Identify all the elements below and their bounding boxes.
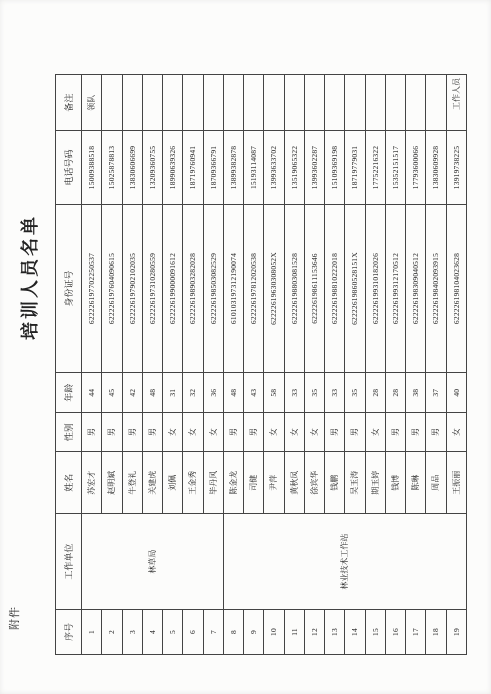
row-index: 10 — [264, 609, 284, 654]
person-age: 45 — [102, 373, 122, 412]
person-name: 王金秀 — [183, 452, 203, 514]
person-note — [122, 75, 142, 131]
table-row — [82, 75, 102, 655]
person-age: 37 — [426, 373, 446, 412]
row-index: 17 — [406, 609, 426, 654]
header-gender: 性别 — [56, 412, 82, 451]
person-note — [385, 75, 405, 131]
person-gender: 男 — [426, 412, 446, 451]
person-phone: 13899382878 — [223, 131, 243, 204]
row-index: 12 — [304, 609, 324, 654]
person-note — [264, 75, 284, 131]
person-gender: 男 — [142, 412, 162, 451]
person-age: 31 — [163, 373, 183, 412]
person-age: 48 — [142, 373, 162, 412]
row-index: 16 — [385, 609, 405, 654]
unit-cell: 林业技术工作站 — [223, 514, 466, 610]
person-name: 尹萍 — [264, 452, 284, 514]
header-index: 序号 — [56, 609, 82, 654]
person-name: 牛登礼 — [122, 452, 142, 514]
person-age: 44 — [82, 373, 102, 412]
person-name: 刘佩 — [163, 452, 183, 514]
person-name: 赵明斌 — [102, 452, 122, 514]
person-id-number: 62222619860528151X — [345, 204, 365, 373]
person-phone: 13830609928 — [426, 131, 446, 204]
person-gender: 男 — [345, 412, 365, 451]
person-gender: 男 — [244, 412, 264, 451]
person-id-number: 622226198611153646 — [304, 204, 324, 373]
person-phone: 13519065322 — [284, 131, 304, 204]
person-name: 毕丹风 — [203, 452, 223, 514]
person-name: 陈琳 — [406, 452, 426, 514]
person-age: 28 — [365, 373, 385, 412]
header-age: 年龄 — [56, 373, 82, 412]
person-gender: 男 — [82, 412, 102, 451]
person-id-number: 622226198903282028 — [183, 204, 203, 373]
person-phone: 17793600066 — [406, 131, 426, 204]
person-gender: 女 — [365, 412, 385, 451]
person-gender: 女 — [183, 412, 203, 451]
roster-table — [55, 74, 467, 655]
person-age: 40 — [446, 373, 467, 412]
person-age: 48 — [223, 373, 243, 412]
person-gender: 女 — [446, 412, 467, 451]
document-title: 培训人员名单 — [20, 214, 41, 340]
person-note — [365, 75, 385, 131]
person-gender: 男 — [223, 412, 243, 451]
person-name: 王振丽 — [446, 452, 467, 514]
header-note: 备注 — [56, 75, 82, 131]
row-index: 5 — [163, 609, 183, 654]
person-phone: 18719779031 — [345, 131, 365, 204]
person-phone: 18990639326 — [163, 131, 183, 204]
person-phone: 15352151517 — [385, 131, 405, 204]
person-id-number: 622226198309040512 — [406, 204, 426, 373]
person-phone: 13830606699 — [122, 131, 142, 204]
person-note — [223, 75, 243, 131]
person-note — [244, 75, 264, 131]
roster-table-container — [55, 74, 467, 655]
person-id-number: 622226199000091612 — [163, 204, 183, 373]
person-note — [345, 75, 365, 131]
person-name: 钱博 — [385, 452, 405, 514]
person-phone: 15025878813 — [102, 131, 122, 204]
row-index: 2 — [102, 609, 122, 654]
person-gender: 女 — [163, 412, 183, 451]
person-id-number: 622226197604090615 — [102, 204, 122, 373]
person-phone: 13993602287 — [304, 131, 324, 204]
person-age: 32 — [183, 373, 203, 412]
person-gender: 女 — [284, 412, 304, 451]
person-id-number: 622226197902102035 — [122, 204, 142, 373]
row-index: 18 — [426, 609, 446, 654]
person-phone: 15109369198 — [325, 131, 345, 204]
person-note — [203, 75, 223, 131]
row-index: 3 — [122, 609, 142, 654]
person-note — [284, 75, 304, 131]
person-name: 苏宏才 — [82, 452, 102, 514]
person-age: 38 — [406, 373, 426, 412]
person-name: 周品 — [426, 452, 446, 514]
person-phone: 17752216322 — [365, 131, 385, 204]
person-phone: 15193114087 — [244, 131, 264, 204]
row-index: 13 — [325, 609, 345, 654]
person-phone: 13993633702 — [264, 131, 284, 204]
person-id-number: 622226198810222018 — [325, 204, 345, 373]
person-id-number: 622226198402093915 — [426, 204, 446, 373]
person-id-number: 622226197310280559 — [142, 204, 162, 373]
person-note — [426, 75, 446, 131]
unit-cell: 林草局 — [82, 514, 224, 610]
person-phone: 13209360755 — [142, 131, 162, 204]
person-age: 28 — [385, 373, 405, 412]
row-index: 7 — [203, 609, 223, 654]
person-note: 工作人员 — [446, 75, 467, 131]
person-id-number: 622226198803081528 — [284, 204, 304, 373]
person-phone: 13919738225 — [446, 131, 467, 204]
person-age: 33 — [284, 373, 304, 412]
person-id-number: 622226198104023628 — [446, 204, 467, 373]
row-index: 6 — [183, 609, 203, 654]
person-note: 领队 — [82, 75, 102, 131]
row-index: 4 — [142, 609, 162, 654]
row-index: 8 — [223, 609, 243, 654]
person-note — [142, 75, 162, 131]
person-phone: 18709366791 — [203, 131, 223, 204]
person-id-number: 622226197812020538 — [244, 204, 264, 373]
person-note — [183, 75, 203, 131]
person-gender: 女 — [203, 412, 223, 451]
person-note — [102, 75, 122, 131]
person-gender: 男 — [122, 412, 142, 451]
row-index: 15 — [365, 609, 385, 654]
header-name: 姓名 — [56, 452, 82, 514]
row-index: 9 — [244, 609, 264, 654]
person-id-number: 610103197312190074 — [223, 204, 243, 373]
person-id-number: 622226197702250537 — [82, 204, 102, 373]
person-id-number: 622226198503082529 — [203, 204, 223, 373]
person-note — [163, 75, 183, 131]
person-gender: 男 — [406, 412, 426, 451]
person-age: 35 — [345, 373, 365, 412]
person-phone: 18719760941 — [183, 131, 203, 204]
person-gender: 男 — [385, 412, 405, 451]
person-name: 期玉婷 — [365, 452, 385, 514]
person-age: 36 — [203, 373, 223, 412]
person-gender: 女 — [304, 412, 324, 451]
table-header-row — [56, 75, 82, 655]
person-name: 黄秋凤 — [284, 452, 304, 514]
table-row — [223, 75, 243, 655]
person-name: 吴玉涛 — [345, 452, 365, 514]
person-age: 35 — [304, 373, 324, 412]
person-age: 33 — [325, 373, 345, 412]
person-name: 陈金龙 — [223, 452, 243, 514]
person-age: 42 — [122, 373, 142, 412]
person-name: 司健 — [244, 452, 264, 514]
row-index: 19 — [446, 609, 467, 654]
person-note — [325, 75, 345, 131]
header-phone: 电话号码 — [56, 131, 82, 204]
person-note — [406, 75, 426, 131]
person-gender: 女 — [264, 412, 284, 451]
person-name: 徐宾华 — [304, 452, 324, 514]
person-id-number: 622226199310182026 — [365, 204, 385, 373]
header-id-number: 身份证号 — [56, 204, 82, 373]
person-id-number: 622226199312170512 — [385, 204, 405, 373]
person-name: 钱鹏 — [325, 452, 345, 514]
person-name: 关建虎 — [142, 452, 162, 514]
person-age: 58 — [264, 373, 284, 412]
row-index: 1 — [82, 609, 102, 654]
person-age: 43 — [244, 373, 264, 412]
person-gender: 男 — [325, 412, 345, 451]
person-phone: 15009388518 — [82, 131, 102, 204]
person-id-number: 62222619630308052X — [264, 204, 284, 373]
header-unit: 工作单位 — [56, 514, 82, 610]
person-note — [304, 75, 324, 131]
attachment-label: 附件 — [8, 606, 21, 630]
row-index: 11 — [284, 609, 304, 654]
roster-body — [82, 75, 467, 655]
person-gender: 男 — [102, 412, 122, 451]
row-index: 14 — [345, 609, 365, 654]
